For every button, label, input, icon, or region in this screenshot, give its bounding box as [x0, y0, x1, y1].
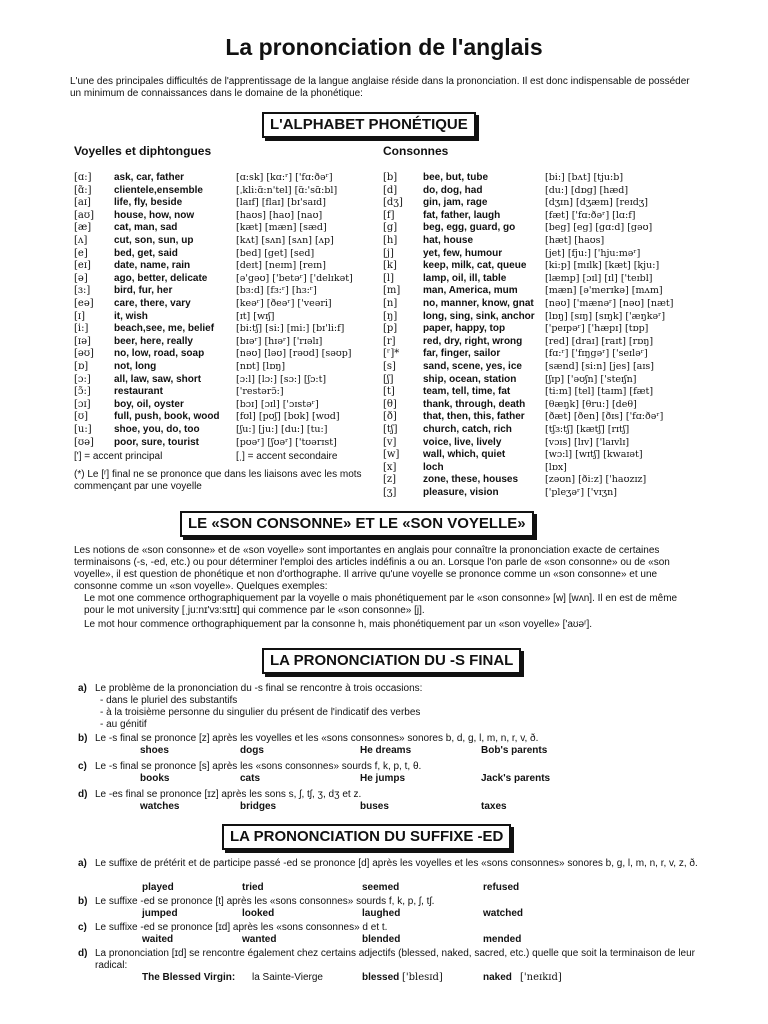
- vowel-transcription: [ʃu:] [ju:] [du:] [tu:]: [236, 424, 328, 435]
- consonant-transcription: [wɔ:l] [wɪtʃ] [kwaɪət]: [545, 449, 643, 461]
- example-word: bridges: [240, 801, 277, 812]
- ed-b-text: Le suffixe -ed se prononce [t] après les «sons consonnes» sourds f, k, p, ʃ, tʃ.: [95, 896, 435, 907]
- consonant-transcription: [mæn] [ə'merɪkə] [mʌm]: [545, 285, 663, 297]
- consonants-heading: Consonnes: [383, 144, 449, 158]
- consonant-transcription: [hæt] [haʊs]: [545, 235, 605, 246]
- vowel-symbol: [æ]: [74, 222, 92, 234]
- vowel-symbol: [e]: [74, 247, 88, 259]
- s-d-label: d): [78, 789, 88, 800]
- vowel-symbol: [ʊ]: [74, 411, 89, 423]
- consonant-symbol: [j]: [383, 247, 394, 259]
- consonant-symbol: [ʃ]: [383, 373, 394, 385]
- vowel-examples: bed, get, said: [114, 247, 178, 259]
- consonant-symbol: [ʒ]: [383, 487, 397, 498]
- vowel-examples: clientele,ensemble: [114, 184, 203, 196]
- vowel-transcription: [ɔ:l] [lɔ:] [sɔ:] [ʃɔ:t]: [236, 373, 327, 385]
- example-word: laughed: [362, 908, 401, 919]
- example-translation: la Sainte-Vierge: [252, 972, 323, 983]
- consonant-transcription: [sænd] [si:n] [jes] [aɪs]: [545, 361, 654, 372]
- vowel-transcription: [keəʳ] [ðeəʳ] ['veəri]: [236, 298, 332, 309]
- vowel-examples: shoe, you, do, too: [114, 424, 200, 435]
- example-word: jumped: [142, 908, 178, 919]
- example-word: blessed: [362, 972, 400, 983]
- ed-a-label: a): [78, 858, 87, 869]
- vowel-transcription: [nəʊ] [ləʊ] [rəʊd] [səʊp]: [236, 348, 352, 360]
- consonant-transcription: [du:] [dɒg] [hæd]: [545, 184, 629, 196]
- son-bullet-one: Le mot one commence orthographiquement par la voyelle o mais phonétiquement par le «son consonne» [w] [wʌn]. Il en est de même pour le mot university [ˌju:nɪ'vɜ:sɪtɪ] qui commence par le «son consonne» [j].: [84, 593, 678, 616]
- consonant-symbol: [z]: [383, 474, 397, 486]
- consonant-symbol: [s]: [383, 361, 396, 372]
- vowel-symbol: [ɔ:]: [74, 373, 91, 385]
- s-c-text: Le -s final se prononce [s] après les «sons consonnes» sourds f, k, p, t, θ.: [95, 761, 422, 772]
- vowel-examples: full, push, book, wood: [114, 411, 220, 423]
- vowel-examples: ask, car, father: [114, 172, 185, 183]
- ed-d-label: d): [78, 948, 88, 959]
- example-word: mended: [483, 934, 522, 945]
- example-word: taxes: [481, 801, 507, 812]
- vowel-examples: not, long: [114, 361, 157, 372]
- vowel-examples: no, low, road, soap: [114, 348, 205, 360]
- consonant-examples: yet, few, humour: [423, 247, 503, 259]
- consonant-symbol: [θ]: [383, 398, 397, 410]
- vowel-examples: bird, fur, her: [114, 285, 173, 297]
- consonant-examples: long, sing, sink, anchor: [423, 310, 535, 322]
- example-word: shoes: [140, 745, 169, 756]
- consonant-transcription: [ki:p] [mɪlk] [kæt] [kju:]: [545, 260, 660, 272]
- consonant-examples: wall, which, quiet: [423, 449, 506, 461]
- vowel-symbol: [aʊ]: [74, 209, 94, 221]
- example-word: seemed: [362, 882, 400, 893]
- example-transcription: ['blesɪd]: [402, 972, 443, 983]
- vowel-transcription: [bɪəʳ] [hɪəʳ] ['rɪəlɪ]: [236, 335, 323, 347]
- ed-b-label: b): [78, 896, 88, 907]
- consonant-examples: sand, scene, yes, ice: [423, 361, 522, 372]
- consonant-transcription: [tʃɜ:tʃ] [kætʃ] [rɪtʃ]: [545, 424, 630, 435]
- s-a-label: a): [78, 683, 87, 694]
- son-bullet-hour: Le mot hour commence orthographiquement par la consonne h, mais phonétiquement par un «son voyelle» ['aʊəʳ].: [84, 619, 593, 630]
- vowel-symbol: [ɔɪ]: [74, 398, 91, 410]
- consonant-examples: gin, jam, rage: [423, 197, 488, 209]
- vowel-transcription: [bɜ:d] [fɜ:ʳ] [hɜ:ʳ]: [236, 285, 317, 297]
- vowel-transcription: [ɪt] [wɪʃ]: [236, 310, 275, 322]
- example-word: waited: [142, 934, 174, 945]
- consonant-examples: fat, father, laugh: [423, 209, 501, 221]
- consonant-symbol: [tʃ]: [383, 424, 398, 435]
- consonant-symbol: [k]: [383, 260, 397, 272]
- vowel-transcription: [kæt] [mæn] [sæd]: [236, 222, 327, 234]
- vowel-examples: beer, here, really: [114, 335, 193, 347]
- vowel-examples: life, fly, beside: [114, 197, 183, 209]
- ed-c-text: Le suffixe -ed se prononce [ɪd] après les «sons consonnes» d et t.: [95, 922, 388, 933]
- consonant-transcription: [ʃɪp] ['əʊʃn] ['steɪʃn]: [545, 373, 637, 385]
- vowel-transcription: [pʊəʳ] [ʃʊəʳ] ['tʊərɪst]: [236, 436, 337, 448]
- consonant-transcription: [bi:] [bʌt] [tju:b]: [545, 172, 624, 183]
- alphabet-heading: L'ALPHABET PHONÉTIQUE: [262, 112, 476, 138]
- example-word: books: [140, 773, 170, 784]
- consonant-examples: church, catch, rich: [423, 424, 512, 435]
- vowel-symbol: [eɪ]: [74, 260, 91, 272]
- vowel-transcription: [haʊs] [haʊ] [naʊ]: [236, 209, 323, 221]
- consonant-examples: zone, these, houses: [423, 474, 519, 486]
- vowel-examples: boy, oil, oyster: [114, 398, 184, 410]
- consonant-symbol: [r]: [383, 335, 396, 347]
- vowel-transcription: [ə'gəʊ] ['betəʳ] ['delɪkət]: [236, 272, 353, 284]
- example-word: blended: [362, 934, 401, 945]
- vowel-transcription: ['restərɔ̃:]: [236, 386, 284, 398]
- example-word: played: [142, 882, 174, 893]
- ed-a-text: Le suffixe de prétérit et de participe passé -ed se prononce [d] après les voyelles et les «sons consonnes» sonores b, g, l, m, n, r, v, z, ð.: [95, 858, 698, 869]
- consonant-examples: do, dog, had: [423, 184, 483, 196]
- consonant-transcription: [fæt] ['fɑ:ðəʳ] [lɑ:f]: [545, 209, 636, 221]
- vowel-transcription: [fʊl] [pʊʃ] [bʊk] [wʊd]: [236, 411, 340, 423]
- example-word: Bob's parents: [481, 745, 548, 756]
- example-word: buses: [360, 801, 389, 812]
- consonant-symbol: [t]: [383, 386, 395, 398]
- consonant-transcription: [red] [draɪ] [raɪt] [rɒŋ]: [545, 335, 654, 347]
- consonant-transcription: ['peɪpəʳ] ['hæpɪ] [tɒp]: [545, 323, 649, 335]
- consonant-examples: keep, milk, cat, queue: [423, 260, 527, 272]
- son-heading: LE «SON CONSONNE» ET LE «SON VOYELLE»: [180, 511, 534, 537]
- consonant-symbol: [l]: [383, 272, 395, 284]
- vowel-examples: poor, sure, tourist: [114, 436, 200, 448]
- example-word: Jack's parents: [481, 773, 551, 784]
- vowel-symbol: [ʌ]: [74, 235, 88, 246]
- consonant-transcription: [ti:m] [tel] [taɪm] [fæt]: [545, 386, 654, 398]
- consonant-symbol: [v]: [383, 436, 397, 448]
- consonant-transcription: ['pleʒəʳ] ['vɪʒn]: [545, 487, 617, 498]
- vowel-symbol: [eə]: [74, 298, 94, 309]
- accent-primary-note: ['] = accent principal: [74, 451, 163, 462]
- ed-d-text: La prononciation [ɪd] se rencontre également chez certains adjectifs (blessed, naked, sacred, etc.) quelle que soit la terminaison de leur radical:: [95, 948, 696, 971]
- s-final-heading: LA PRONONCIATION DU -S FINAL: [262, 648, 521, 674]
- consonant-examples: beg, egg, guard, go: [423, 222, 516, 234]
- vowel-transcription: [bi:tʃ] [si:] [mi:] [bɪ'li:f]: [236, 323, 345, 335]
- vowel-examples: cut, son, sun, up: [114, 235, 194, 246]
- vowel-transcription: [ɑ:sk] [kɑ:ʳ] ['fɑ:ðəʳ]: [236, 172, 333, 183]
- son-paragraph: Les notions de «son consonne» et de «son voyelle» sont importantes en anglais pour connaître la prononciation exacte de certaines terminaisons (-s, -ed, etc.) ou pour déterminer l'emploi des articles indéfinis a ou an. Lorsque l'on parle de «son consonne» ou de «son voyelle», il est question de phonétique et non d'orthographe. Il arrive qu'une voyelle se prononce comme un «son consonne» et une consonne comme un «son voyelle». Quelques exemples:: [74, 545, 670, 592]
- vowel-examples: ago, better, delicate: [114, 272, 208, 284]
- example-phrase: The Blessed Virgin:: [142, 972, 236, 983]
- consonant-transcription: [lɒŋ] [sɪŋ] [sɪŋk] ['æŋkəʳ]: [545, 310, 666, 322]
- consonant-symbol: [w]: [383, 449, 400, 461]
- consonant-examples: lamp, oil, ill, table: [423, 272, 507, 284]
- vowel-symbol: [ɒ]: [74, 361, 89, 372]
- example-transcription: ['neɪkɪd]: [520, 972, 562, 983]
- ed-heading: LA PRONONCIATION DU SUFFIXE -ED: [222, 824, 511, 850]
- vowel-symbol: [u:]: [74, 424, 92, 435]
- consonant-examples: paper, happy, top: [423, 323, 506, 335]
- consonant-examples: no, manner, know, gnat: [423, 298, 534, 309]
- consonant-transcription: [vɔɪs] [lɪv] ['laɪvlɪ]: [545, 436, 630, 448]
- vowel-symbol: [i:]: [74, 323, 89, 335]
- intro-paragraph: L'une des principales difficultés de l'apprentissage de la langue anglaise réside dans la prononciation. Il est donc indispensable de posséder un minimum de connaissances dans le domaine de la phonétique:: [70, 76, 690, 99]
- consonant-transcription: [θæŋk] [θru:] [deθ]: [545, 398, 637, 410]
- vowel-transcription: [laɪf] [flaɪ] [bɪ'saɪd]: [236, 197, 326, 209]
- vowel-transcription: [bed] [get] [sed]: [236, 247, 315, 259]
- consonant-transcription: [beg] [eg] [gɑ:d] [gəʊ]: [545, 222, 653, 234]
- s-a-item: - au génitif: [100, 719, 147, 730]
- consonant-examples: voice, live, lively: [423, 436, 502, 448]
- vowel-symbol: [ɔ̃:]: [74, 386, 91, 398]
- example-word: looked: [242, 908, 275, 919]
- vowel-examples: cat, man, sad: [114, 222, 178, 234]
- consonant-examples: bee, but, tube: [423, 172, 488, 183]
- ed-c-label: c): [78, 922, 87, 933]
- s-a-item: - dans le pluriel des substantifs: [100, 695, 238, 706]
- consonant-symbol: [ʳ]*: [383, 348, 400, 360]
- vowel-examples: house, how, now: [114, 209, 195, 221]
- consonant-examples: loch: [423, 461, 444, 473]
- example-word: naked: [483, 972, 512, 983]
- vowel-examples: it, wish: [114, 310, 148, 322]
- consonant-examples: that, then, this, father: [423, 411, 525, 423]
- consonant-symbol: [g]: [383, 222, 398, 234]
- consonant-symbol: [x]: [383, 461, 397, 473]
- consonant-transcription: [jet] [fju:] ['hju:məʳ]: [545, 247, 641, 259]
- example-word: He dreams: [360, 745, 412, 756]
- vowel-examples: date, name, rain: [114, 260, 191, 272]
- vowel-symbol: [ɑ̃:]: [74, 184, 92, 196]
- s-b-text: Le -s final se prononce [z] après les voyelles et les «sons consonnes» sonores b, d, g, l, m, n, r, v, ð.: [95, 733, 539, 744]
- consonant-symbol: [ŋ]: [383, 310, 398, 322]
- example-word: He jumps: [360, 773, 406, 784]
- s-c-label: c): [78, 761, 87, 772]
- consonant-symbol: [n]: [383, 298, 398, 309]
- consonant-examples: team, tell, time, fat: [423, 386, 511, 398]
- consonant-examples: ship, ocean, station: [423, 373, 517, 385]
- vowel-symbol: [ə]: [74, 272, 88, 284]
- example-word: wanted: [242, 934, 277, 945]
- consonant-transcription: [fɑ:ʳ] ['fɪŋgəʳ] ['seɪləʳ]: [545, 348, 648, 360]
- consonant-examples: far, finger, sailor: [423, 348, 501, 360]
- example-word: cats: [240, 773, 261, 784]
- consonant-symbol: [h]: [383, 235, 398, 246]
- vowel-examples: care, there, vary: [114, 298, 191, 309]
- vowel-examples: beach,see, me, belief: [114, 323, 215, 335]
- vowel-examples: restaurant: [114, 386, 163, 398]
- consonant-examples: pleasure, vision: [423, 487, 499, 498]
- s-a-text: Le problème de la prononciation du -s final se rencontre à trois occasions:: [95, 683, 423, 694]
- s-a-item: - à la troisième personne du singulier du présent de l'indicatif des verbes: [100, 707, 421, 718]
- s-b-label: b): [78, 733, 88, 744]
- consonant-examples: hat, house: [423, 235, 474, 246]
- accent-secondary-note: [ˌ] = accent secondaire: [236, 451, 338, 462]
- vowel-symbol: [ɪə]: [74, 335, 91, 347]
- example-word: refused: [483, 882, 520, 893]
- consonant-symbol: [d]: [383, 184, 398, 196]
- vowel-examples: all, law, saw, short: [114, 373, 202, 385]
- example-word: watched: [483, 908, 524, 919]
- s-d-text: Le -es final se prononce [ɪz] après les sons s, ʃ, tʃ, ʒ, dʒ et z.: [95, 789, 362, 800]
- vowel-symbol: [əʊ]: [74, 348, 94, 360]
- footnote: (*) Le [ʳ] final ne se prononce que dans les liaisons avec les mots commençant par une voyelle: [74, 469, 362, 492]
- vowel-transcription: [nɒt] [lɒŋ]: [236, 361, 286, 372]
- consonant-transcription: [lɒx]: [545, 461, 567, 473]
- consonant-symbol: [f]: [383, 209, 395, 221]
- consonant-transcription: [nəʊ] ['mænəʳ] [nəʊ] [næt]: [545, 298, 674, 309]
- vowel-symbol: [ɜ:]: [74, 285, 91, 297]
- consonant-transcription: [ðæt] [ðen] [ðɪs] ['fɑ:ðəʳ]: [545, 411, 664, 423]
- vowel-symbol: [ɑ:]: [74, 172, 92, 183]
- example-word: dogs: [240, 745, 264, 756]
- consonant-examples: man, America, mum: [423, 285, 518, 297]
- vowel-symbol: [ʊə]: [74, 436, 94, 448]
- consonant-transcription: [dʒɪn] [dʒæm] [reɪdʒ]: [545, 197, 648, 209]
- vowel-transcription: [ˌkli:ɑ̃:n'tel] [ɑ̃:'sɑ̃:bl]: [236, 184, 338, 196]
- vowel-transcription: [kʌt] [sʌn] [sʌn] [ʌp]: [236, 235, 334, 246]
- consonant-symbol: [p]: [383, 323, 398, 335]
- vowel-transcription: [bɔɪ] [ɔɪl] ['ɔɪstəʳ]: [236, 398, 319, 410]
- vowel-symbol: [aɪ]: [74, 197, 91, 209]
- vowel-transcription: [deɪt] [neɪm] [reɪn]: [236, 260, 326, 272]
- consonant-transcription: [zəʊn] [ði:z] ['haʊzɪz]: [545, 474, 647, 486]
- vowels-heading: Voyelles et diphtongues: [74, 144, 212, 158]
- vowel-symbol: [ɪ]: [74, 310, 86, 322]
- page-title: La prononciation de l'anglais: [225, 34, 543, 60]
- example-word: tried: [242, 882, 264, 893]
- consonant-symbol: [m]: [383, 285, 401, 297]
- consonant-examples: red, dry, right, wrong: [423, 335, 523, 347]
- consonant-transcription: [læmp] [ɔɪl] [ɪl] ['teɪbl]: [545, 272, 653, 284]
- consonant-symbol: [ð]: [383, 411, 397, 423]
- consonant-examples: thank, through, death: [423, 398, 526, 410]
- consonant-symbol: [b]: [383, 172, 398, 183]
- consonant-symbol: [dʒ]: [383, 197, 403, 209]
- example-word: watches: [140, 801, 180, 812]
